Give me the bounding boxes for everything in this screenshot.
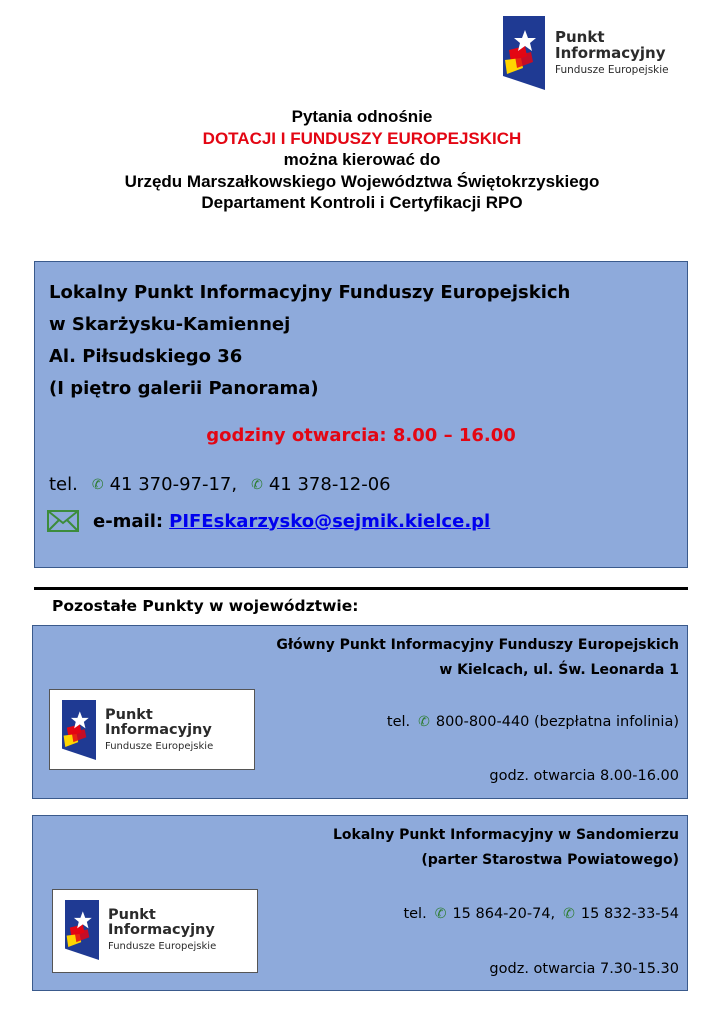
logo-line2: Informacyjny bbox=[105, 721, 212, 738]
point-sandomierz-box bbox=[32, 815, 688, 991]
main-line2: w Skarżysku-Kamiennej bbox=[49, 314, 291, 335]
logo-line3: Fundusze Europejskie bbox=[555, 63, 669, 76]
point-sandomierz-phone-1[interactable]: 15 864-20-74, bbox=[452, 906, 556, 922]
point-kielce-box bbox=[32, 625, 688, 799]
main-line4: (I piętro galerii Panorama) bbox=[49, 378, 319, 399]
heading-line5: Departament Kontroli i Certyfikacji RPO bbox=[201, 193, 523, 213]
phone-icon: ✆ bbox=[434, 906, 447, 922]
point-kielce-name bbox=[276, 633, 679, 683]
logo-line2: Informacyjny bbox=[108, 921, 215, 938]
tel-label: tel. bbox=[49, 474, 78, 495]
point-kielce-name-line1: Główny Punkt Informacyjny Funduszy Europejskich bbox=[276, 637, 679, 653]
opening-hours: godziny otwarcia: 8.00 – 16.00 bbox=[206, 425, 516, 446]
point-sandomierz-logo-card bbox=[52, 889, 258, 973]
point-sandomierz-name-line2: (parter Starostwa Powiatowego) bbox=[421, 852, 679, 868]
heading-line4: Urzędu Marszałkowskiego Województwa Świętokrzyskiego bbox=[124, 171, 600, 191]
main-info-box bbox=[34, 261, 688, 568]
main-phone-row bbox=[49, 474, 391, 495]
punkt-informacyjny-logo-icon bbox=[62, 700, 96, 760]
logo-line1: Punkt bbox=[108, 906, 156, 923]
main-line1: Lokalny Punkt Informacyjny Funduszy Europejskich bbox=[49, 282, 571, 303]
point-kielce-name-line2: w Kielcach, ul. Św. Leonarda 1 bbox=[439, 662, 679, 678]
point-sandomierz-name bbox=[333, 823, 679, 873]
logo-line2: Informacyjny bbox=[555, 43, 666, 62]
phone-number-2[interactable]: 41 378-12-06 bbox=[268, 474, 391, 495]
tel-label: tel. bbox=[403, 906, 427, 922]
point-kielce-logo-card bbox=[49, 689, 255, 770]
envelope-icon bbox=[47, 510, 79, 532]
phone-icon: ✆ bbox=[251, 476, 263, 493]
logo-line1: Punkt bbox=[105, 706, 153, 723]
point-kielce-phone-row bbox=[387, 714, 679, 730]
heading-line2: DOTACJI I FUNDUSZY EUROPEJSKICH bbox=[202, 128, 522, 148]
point-kielce-phone[interactable]: 800-800-440 (bezpłatna infolinia) bbox=[435, 714, 679, 730]
email-link[interactable]: PIFEskarzysko@sejmik.kielce.pl bbox=[169, 510, 491, 532]
divider bbox=[34, 587, 688, 590]
top-logo bbox=[503, 16, 669, 90]
logo-line3: Fundusze Europejskie bbox=[108, 940, 217, 952]
heading-line3: można kierować do bbox=[283, 150, 441, 170]
section-title: Pozostałe Punkty w województwie: bbox=[52, 597, 359, 615]
email-row bbox=[47, 510, 490, 532]
phone-icon: ✆ bbox=[91, 476, 104, 493]
phone-icon: ✆ bbox=[418, 714, 430, 730]
punkt-informacyjny-logo-icon bbox=[65, 900, 99, 960]
main-line3: Al. Piłsudskiego 36 bbox=[49, 346, 243, 367]
point-sandomierz-hours: godz. otwarcia 7.30-15.30 bbox=[489, 961, 679, 977]
email-label: e-mail: bbox=[93, 510, 164, 532]
point-kielce-hours: godz. otwarcia 8.00-16.00 bbox=[489, 768, 679, 784]
point-sandomierz-logo bbox=[65, 900, 216, 960]
logo-line1: Punkt bbox=[555, 28, 605, 47]
phone-number-1[interactable]: 41 370-97-17, bbox=[109, 474, 238, 495]
point-kielce-logo bbox=[62, 700, 213, 760]
point-sandomierz-phone-2[interactable]: 15 832-33-54 bbox=[580, 906, 679, 922]
point-sandomierz-phone-row bbox=[403, 906, 679, 922]
point-sandomierz-name-line1: Lokalny Punkt Informacyjny w Sandomierzu bbox=[333, 827, 679, 843]
tel-label: tel. bbox=[386, 714, 411, 730]
phone-icon: ✆ bbox=[563, 906, 575, 922]
heading-block bbox=[0, 106, 724, 214]
logo-line3: Fundusze Europejskie bbox=[105, 740, 214, 752]
heading-line1: Pytania odnośnie bbox=[291, 107, 433, 126]
punkt-informacyjny-logo-icon bbox=[503, 16, 545, 90]
